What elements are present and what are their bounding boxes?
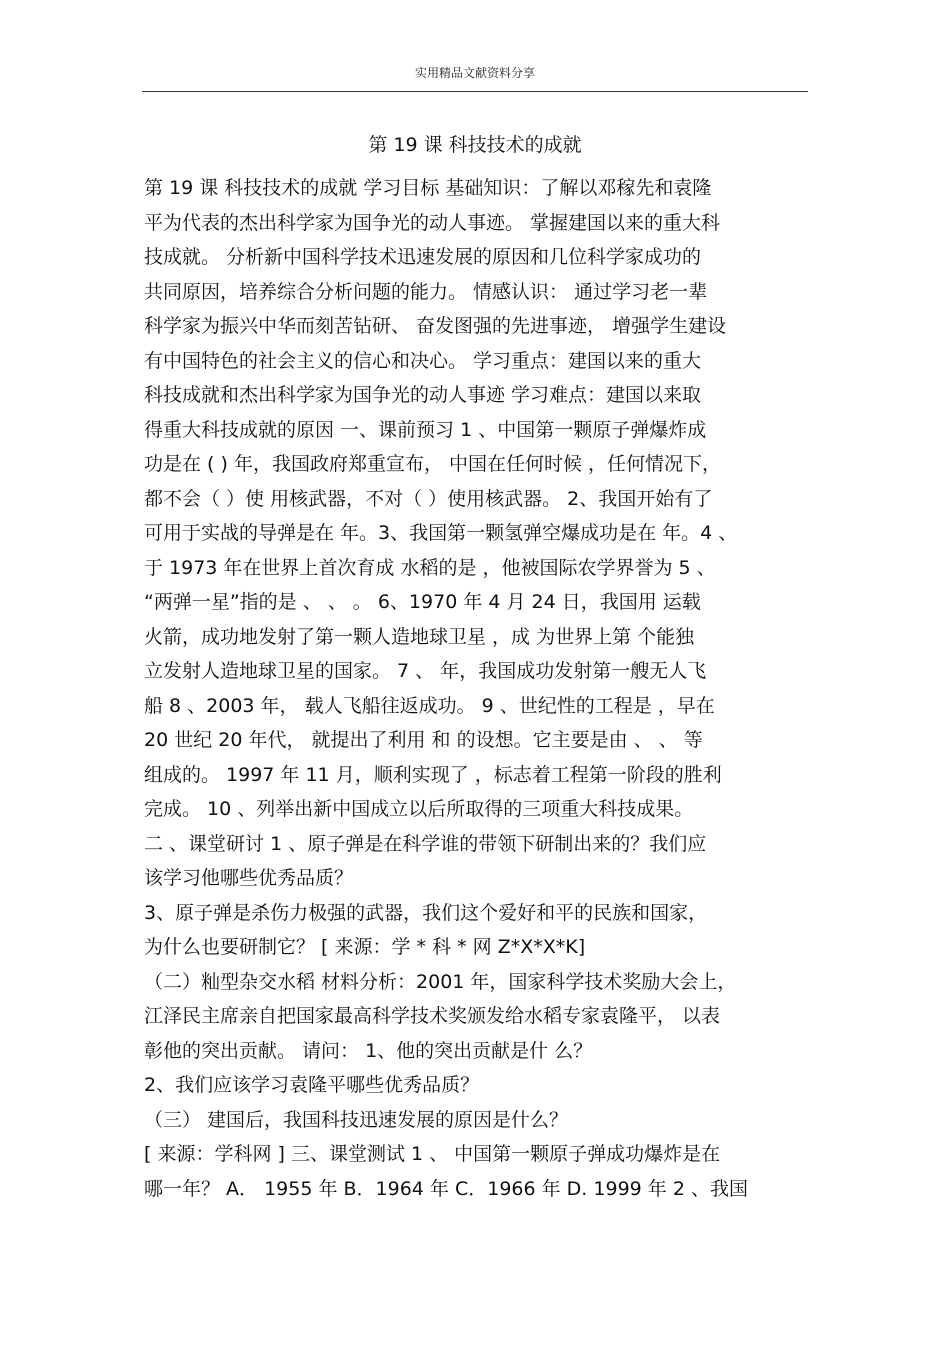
text-line: 科技成就和杰出科学家为国争光的动人事迹 学习难点：建国以来取: [144, 384, 702, 406]
text-line: 完成。 10 、列举出新中国成立以后所取得的三项重大科技成果。: [144, 798, 694, 820]
page-header: 实用精品文献资料分享: [414, 66, 535, 80]
text-line: （三） 建国后，我国科技迅速发展的原因是什么？: [144, 1108, 569, 1131]
text-line: 江泽民主席亲自把国家最高科学技术奖颁发给水稻专家袁隆平， 以表: [144, 1005, 721, 1027]
text-line: （二）籼型杂交水稻 材料分析：2001 年，国家科学技术奖励大会上，: [144, 970, 737, 993]
text-line: 于 1973 年在世界上首次育成 水稻的是 ，他被国际农学界誉为 5 、: [144, 556, 716, 579]
text-line: 20 世纪 20 年代， 就提出了利用 和 的设想。它主要是由 、 、 等: [144, 729, 703, 751]
text-line: 二 、课堂研讨 1 、原子弹是在科学谁的带领下研制出来的？我们应: [144, 832, 707, 855]
text-line: 3、原子弹是杀伤力极强的武器，我们这个爱好和平的民族和国家，: [144, 901, 708, 924]
document-body: [144, 171, 816, 1206]
text-line: 平为代表的杰出科学家为国争光的动人事迹。 掌握建国以来的重大科: [144, 211, 721, 234]
text-line: 为什么也要研制它？ [ 来源：学 * 科 * 网 Z*X*X*K]: [144, 936, 586, 958]
text-line: 功是在 ( ) 年，我国政府郑重宣布， 中国在任何时候 ，任何情况下，: [144, 453, 722, 475]
text-line: 可用于实战的导弹是在 年。3、我国第一颗氢弹空爆成功是在 年。4 、: [144, 522, 738, 544]
text-line: 哪一年？ A． 1955 年 B．1964 年 C．1966 年 D. 1999 年 2 、我国: [144, 1177, 748, 1200]
text-line: 科学家为振兴中华而刻苦钻研、 奋发图强的先进事迹， 增强学生建设: [144, 315, 727, 337]
text-line: [ 来源：学科网 ] 三、课堂测试 1 、 中国第一颗原子弹成功爆炸是在: [144, 1143, 721, 1165]
text-line: 彰他的突出贡献。 请问： 1、他的突出贡献是什 么？: [144, 1039, 593, 1062]
text-line: 该学习他哪些优秀品质？: [144, 867, 354, 889]
text-line: 技成就。 分析新中国科学技术迅速发展的原因和几位科学家成功的: [144, 246, 702, 268]
text-line: 立发射人造地球卫星的国家。 7 、 年，我国成功发射第一艘无人飞: [144, 660, 707, 682]
text-line: 共同原因，培养综合分析问题的能力。 情感认识： 通过学习老一辈: [144, 280, 708, 303]
text-line: 得重大科技成就的原因 一、课前预习 1 、中国第一颗原子弹爆炸成: [144, 418, 707, 441]
text-line: “两弹一星”指的是 、 、 。 6、1970 年 4 月 24 日，我国用 运载: [144, 591, 701, 613]
text-line: 第 19 课 科技技术的成就 学习目标 基础知识：了解以邓稼先和袁隆: [144, 177, 712, 199]
lesson-title: 第 19 课 科技技术的成就: [368, 134, 582, 156]
text-line: 火箭，成功地发射了第一颗人造地球卫星 ，成 为世界上第 个能独: [144, 625, 695, 648]
text-line: 2、我们应该学习袁隆平哪些优秀品质？: [144, 1074, 480, 1096]
header-divider: [142, 91, 808, 92]
text-line: 有中国特色的社会主义的信心和决心。 学习重点：建国以来的重大: [144, 349, 702, 372]
text-line: 组成的。 1997 年 11 月，顺利实现了 ，标志着工程第一阶段的胜利: [144, 763, 722, 786]
text-line: 都不会（ ）使 用核武器，不对（ ）使用核武器。 2、我国开始有了: [144, 487, 713, 510]
text-line: 船 8 、2003 年， 载人飞船往返成功。 9 、世纪性的工程是 ，早在: [144, 694, 715, 717]
